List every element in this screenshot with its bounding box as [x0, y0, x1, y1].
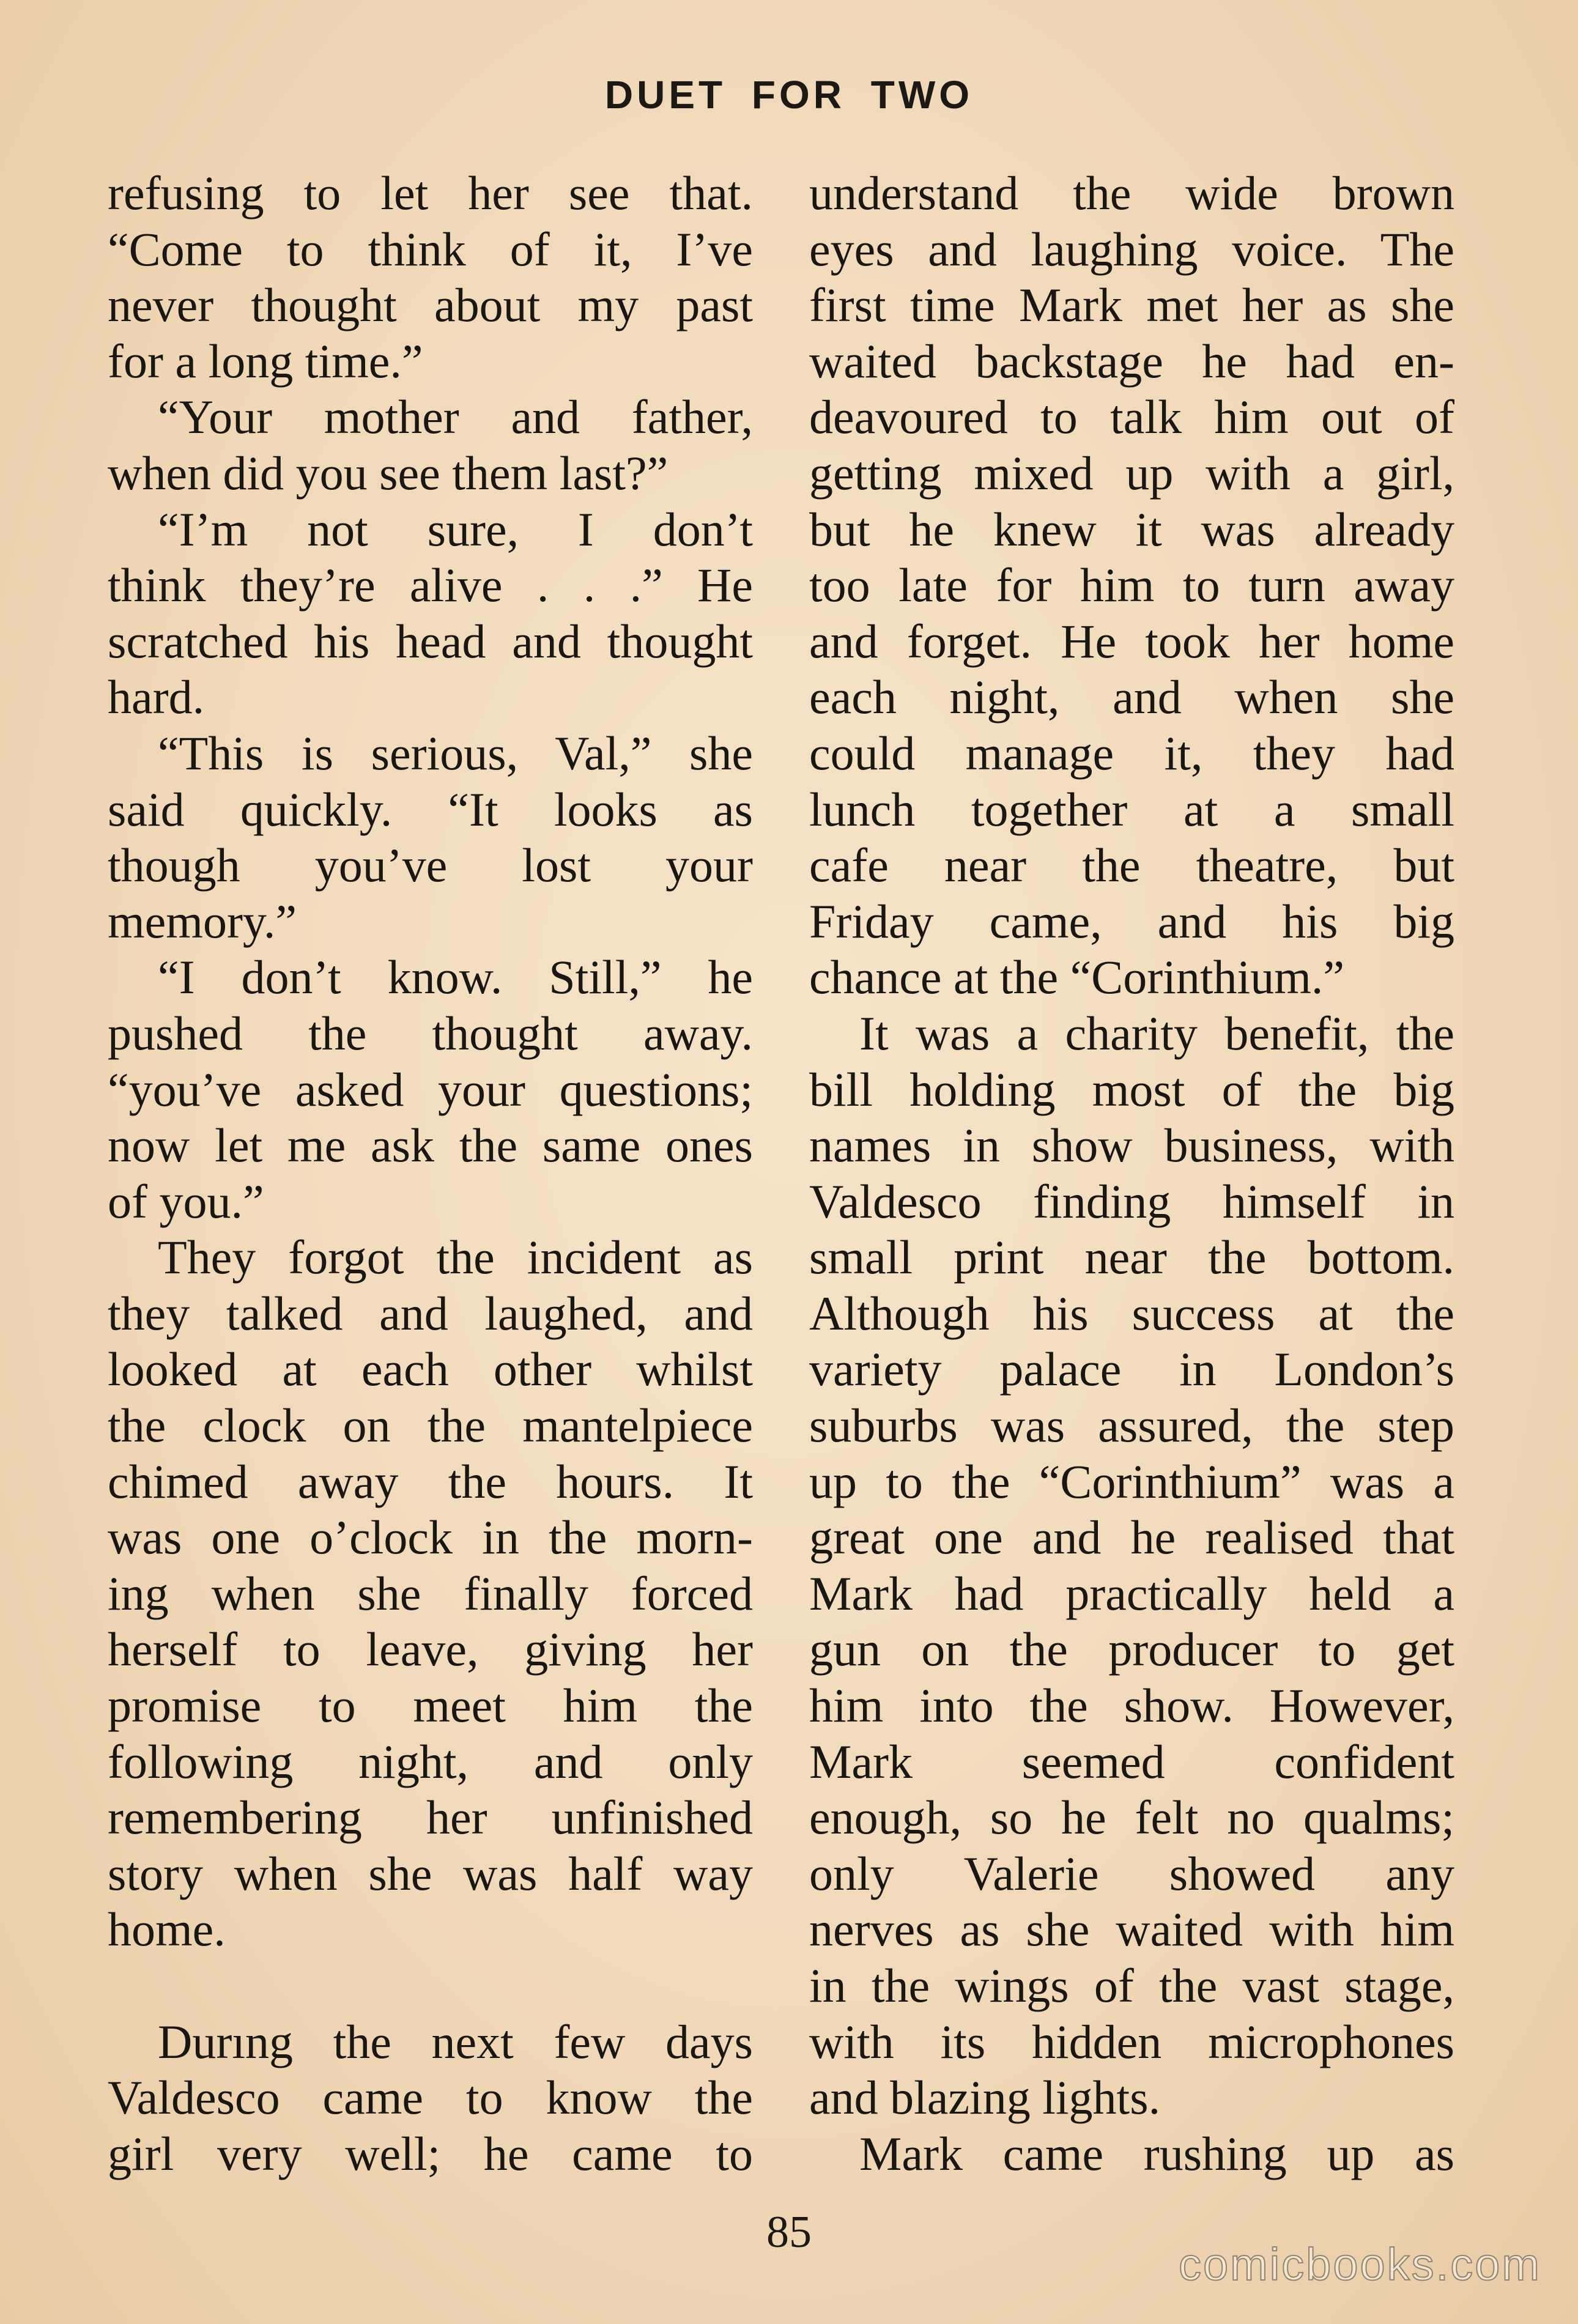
text-line: enough, so he felt no qualms;	[809, 1791, 1454, 1845]
text-line: “This is serious, Val,” she	[158, 726, 753, 780]
text-line: and forget. He took her home	[809, 614, 1454, 668]
text-line: could manage it, they had	[809, 726, 1454, 780]
text-line: they talked and laughed, and	[108, 1286, 753, 1340]
text-line: think they’re alive . . .” He	[108, 558, 753, 612]
text-line: Valdesco finding himself in	[809, 1174, 1454, 1228]
text-line: refusing to let her see that.	[108, 166, 753, 220]
text-line: memory.”	[108, 894, 297, 948]
page-number: 85	[766, 2207, 812, 2257]
text-line: when did you see them last?”	[108, 446, 669, 500]
text-line: bill holding most of the big	[809, 1062, 1454, 1116]
text-line: cafe near the theatre, but	[809, 838, 1454, 892]
text-line: small print near the bottom.	[809, 1230, 1454, 1284]
text-line: names in show business, with	[809, 1119, 1454, 1172]
watermark-logo: comicbooks.com	[1178, 2239, 1541, 2290]
right-text-column	[809, 165, 1454, 2182]
text-line: was one o’clock in the morn-	[108, 1511, 753, 1564]
text-line: with its hidden microphones	[809, 2015, 1454, 2068]
text-line: remembering her unfinished	[108, 1791, 753, 1845]
text-line: scratched his head and thought	[108, 614, 753, 668]
text-line: “I don’t know. Still,” he	[158, 950, 753, 1004]
text-line: looked at each other whilst	[108, 1342, 753, 1396]
text-line: the clock on the mantelpiece	[108, 1399, 753, 1452]
paragraph-gap	[108, 1958, 753, 2014]
text-line: “I’m not sure, I don’t	[158, 502, 753, 556]
text-line: Valdesco came to know the	[108, 2071, 753, 2125]
text-line: nerves as she waited with him	[809, 1903, 1454, 1956]
text-line: never thought about my past	[108, 278, 753, 332]
running-title: DUET FOR TWO	[604, 73, 974, 117]
text-line: getting mixed up with a girl,	[809, 446, 1454, 500]
left-text-column	[108, 165, 753, 2182]
text-line: “you’ve asked your questions;	[108, 1062, 753, 1116]
text-line: girl very well; he came to	[108, 2126, 753, 2180]
text-line: understand the wide brown	[809, 166, 1454, 220]
text-line: Although his success at the	[809, 1286, 1454, 1340]
text-line: ing when she finally forced	[108, 1566, 753, 1620]
text-line: They forgot the incident as	[158, 1230, 753, 1284]
text-line: chimed away the hours. It	[108, 1454, 753, 1508]
text-line: said quickly. “It looks as	[108, 782, 753, 836]
text-line: variety palace in London’s	[809, 1342, 1454, 1396]
text-line: “Your mother and father,	[158, 390, 753, 444]
text-line: gun on the producer to get	[809, 1623, 1454, 1676]
text-line: first time Mark met her as she	[809, 278, 1454, 332]
text-line: lunch together at a small	[809, 782, 1454, 836]
text-line: of you.”	[108, 1174, 264, 1228]
text-line: promise to meet him the	[108, 1679, 753, 1733]
text-line: story when she was half way	[108, 1846, 753, 1900]
text-line: Mark came rushing up as	[859, 2126, 1454, 2180]
text-line: too late for him to turn away	[809, 558, 1454, 612]
text-line: suburbs was assured, the step	[809, 1399, 1454, 1452]
text-line: Mark had practically held a	[809, 1566, 1454, 1620]
text-line: only Valerie showed any	[809, 1846, 1454, 1900]
text-line: and blazing lights.	[809, 2071, 1161, 2125]
text-line: Mark seemed confident	[809, 1734, 1454, 1788]
text-line: It was a charity benefit, the	[859, 1006, 1454, 1060]
text-line: chance at the “Corinthium.”	[809, 950, 1344, 1004]
text-line: herself to leave, giving her	[108, 1623, 753, 1676]
text-line: though you’ve lost your	[108, 838, 753, 892]
text-line: Durıng the next few days	[158, 2015, 753, 2068]
text-line: great one and he realised that	[809, 1511, 1454, 1564]
text-line: hard.	[108, 670, 205, 724]
text-line: up to the “Corinthium” was a	[809, 1454, 1454, 1508]
text-line: “Come to think of it, I’ve	[108, 222, 753, 276]
text-line: deavoured to talk him out of	[809, 390, 1454, 444]
text-line: waited backstage he had en-	[809, 334, 1454, 388]
text-line: in the wings of the vast stage,	[809, 1959, 1454, 2012]
text-line: for a long time.”	[108, 334, 423, 388]
text-line: him into the show. However,	[809, 1679, 1454, 1733]
text-line: eyes and laughing voice. The	[809, 222, 1454, 276]
text-line: Friday came, and his big	[809, 894, 1454, 948]
text-line: each night, and when she	[809, 670, 1454, 724]
text-line: but he knew it was already	[809, 502, 1454, 556]
text-line: following night, and only	[108, 1734, 753, 1788]
text-line: home.	[108, 1903, 226, 1956]
text-line: pushed the thought away.	[108, 1006, 753, 1060]
text-line: now let me ask the same ones	[108, 1119, 753, 1172]
